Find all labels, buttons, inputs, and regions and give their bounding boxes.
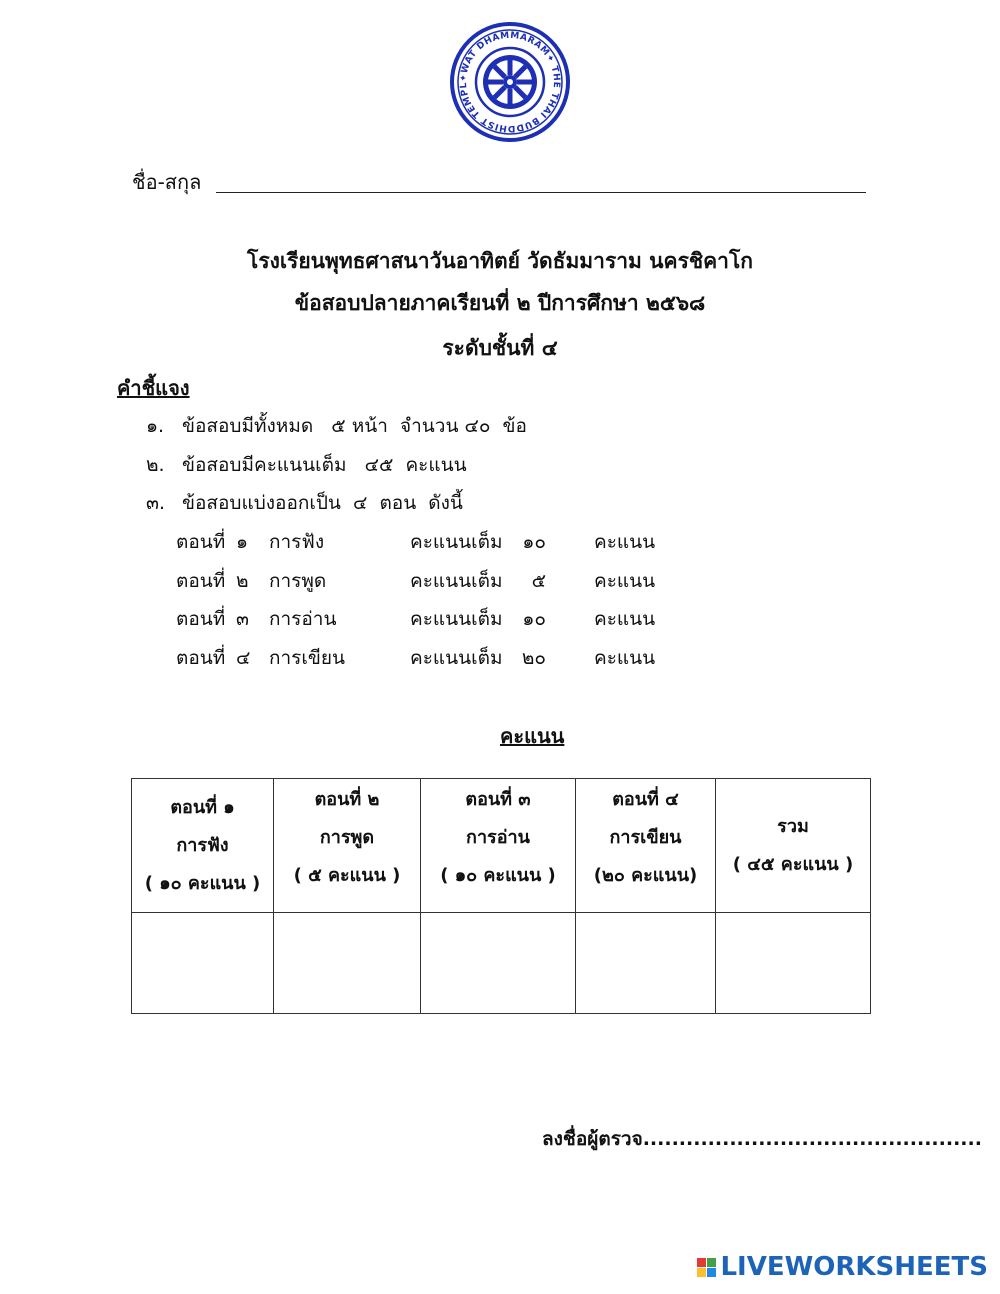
part-row (176, 604, 696, 634)
header-line: ( ๑๐ คะแนน ) (440, 865, 556, 886)
score-entry-cell-part3[interactable] (421, 913, 576, 1014)
score-entry-cell-total[interactable] (716, 913, 871, 1014)
part-score: ๕ (531, 570, 546, 592)
instruction-number: ๒. (146, 454, 165, 476)
temple-logo (448, 20, 572, 144)
logo-square (697, 1258, 706, 1267)
examiner-signature (542, 1124, 982, 1154)
name-input-line[interactable] (216, 192, 866, 193)
header-line: ตอนที่ ๒ (314, 789, 380, 810)
header-line: ( ๔๕ คะแนน ) (732, 853, 854, 875)
part-score: ๒๐ (521, 647, 546, 669)
part-score: ๑๐ (522, 608, 546, 630)
header-line: ตอนที่ ๔ (612, 789, 679, 810)
part-unit: คะแนน (594, 570, 656, 592)
dharma-wheel-icon (483, 55, 537, 109)
liveworksheets-logo-icon (697, 1258, 716, 1277)
part-name: การฟัง (269, 531, 325, 553)
instruction-item (146, 411, 527, 441)
header-line: (๒๐ คะแนน) (593, 865, 698, 886)
score-table-header-row (132, 779, 871, 913)
examiner-signature-line[interactable]: ............................................... (642, 1128, 982, 1150)
part-number: ๑ (236, 531, 249, 553)
part-label: ตอนที่ (176, 608, 226, 630)
header-line: รวม (777, 815, 809, 837)
part-full-label: คะแนนเต็ม (410, 608, 503, 630)
instruction-item (146, 450, 467, 480)
examiner-signature-label: ลงชื่อผู้ตรวจ (542, 1128, 643, 1150)
part-full-label: คะแนนเต็ม (410, 531, 503, 553)
part-full-label: คะแนนเต็ม (410, 570, 503, 592)
score-table (131, 778, 871, 1014)
liveworksheets-watermark (697, 1252, 988, 1282)
grade-level: ระดับชั้นที่ ๔ (442, 336, 558, 360)
header-line: การฟัง (176, 834, 229, 856)
part-name: การอ่าน (269, 608, 337, 630)
instruction-number: ๑. (146, 415, 165, 437)
part-number: ๓ (236, 608, 249, 630)
score-header-cell (132, 779, 274, 913)
exam-title: ข้อสอบปลายภาคเรียนที่ ๒ ปีการศึกษา ๒๕๖๘ (294, 291, 706, 315)
logo-square (697, 1268, 706, 1277)
instruction-number: ๓. (146, 492, 166, 514)
header-line: ตอนที่ ๑ (170, 796, 235, 818)
score-entry-cell-part1[interactable] (132, 913, 274, 1014)
header-line: ตอนที่ ๓ (465, 789, 531, 810)
header-line: การพูด (319, 827, 375, 848)
part-unit: คะแนน (594, 608, 656, 630)
logo-square (707, 1258, 716, 1267)
header-line: การเขียน (609, 827, 682, 848)
score-header-cell (274, 779, 421, 913)
score-entry-cell-part2[interactable] (274, 913, 421, 1014)
score-table-entry-row (132, 913, 871, 1014)
header-line: การอ่าน (466, 827, 530, 848)
part-label: ตอนที่ (176, 570, 226, 592)
header-line: ( ๑๐ คะแนน ) (144, 872, 261, 894)
logo-square (707, 1268, 716, 1277)
header-line: ( ๕ คะแนน ) (293, 865, 401, 886)
name-field[interactable] (132, 166, 872, 198)
score-header-cell (576, 779, 716, 913)
school-name: โรงเรียนพุทธศาสนาวันอาทิตย์ วัดธัมมาราม นครชิคาโก (247, 249, 753, 273)
instruction-text: ข้อสอบมีทั้งหมด ๕ หน้า จำนวน ๔๐ ข้อ (182, 415, 527, 437)
part-unit: คะแนน (594, 531, 656, 553)
name-field-label: ชื่อ-สกุล (132, 170, 202, 194)
part-score: ๑๐ (522, 531, 546, 553)
score-title: คะแนน (500, 724, 565, 748)
instruction-text: ข้อสอบมีคะแนนเต็ม ๔๕ คะแนน (182, 454, 467, 476)
svg-text:✦WAT DHAMMARAM✦ THE THAI BUDDH: ✦WAT DHAMMARAM✦ THE THAI BUDDHIST TEMPL (458, 30, 562, 134)
instructions-title: คำชี้แจง (117, 376, 190, 400)
part-name: การเขียน (269, 647, 345, 669)
part-name: การพูด (269, 570, 327, 592)
part-number: ๔ (236, 647, 251, 669)
part-row (176, 527, 696, 557)
instruction-text: ข้อสอบแบ่งออกเป็น ๔ ตอน ดังนี้ (182, 492, 463, 514)
part-full-label: คะแนนเต็ม (410, 647, 503, 669)
score-header-cell (716, 779, 871, 913)
part-number: ๒ (236, 570, 249, 592)
score-entry-cell-part4[interactable] (576, 913, 716, 1014)
part-row (176, 566, 696, 596)
score-header-cell (421, 779, 576, 913)
instruction-item (146, 488, 463, 518)
part-unit: คะแนน (594, 647, 656, 669)
part-label: ตอนที่ (176, 647, 226, 669)
part-label: ตอนที่ (176, 531, 226, 553)
part-row (176, 643, 696, 673)
liveworksheets-text: LIVEWORKSHEETS (720, 1252, 988, 1282)
